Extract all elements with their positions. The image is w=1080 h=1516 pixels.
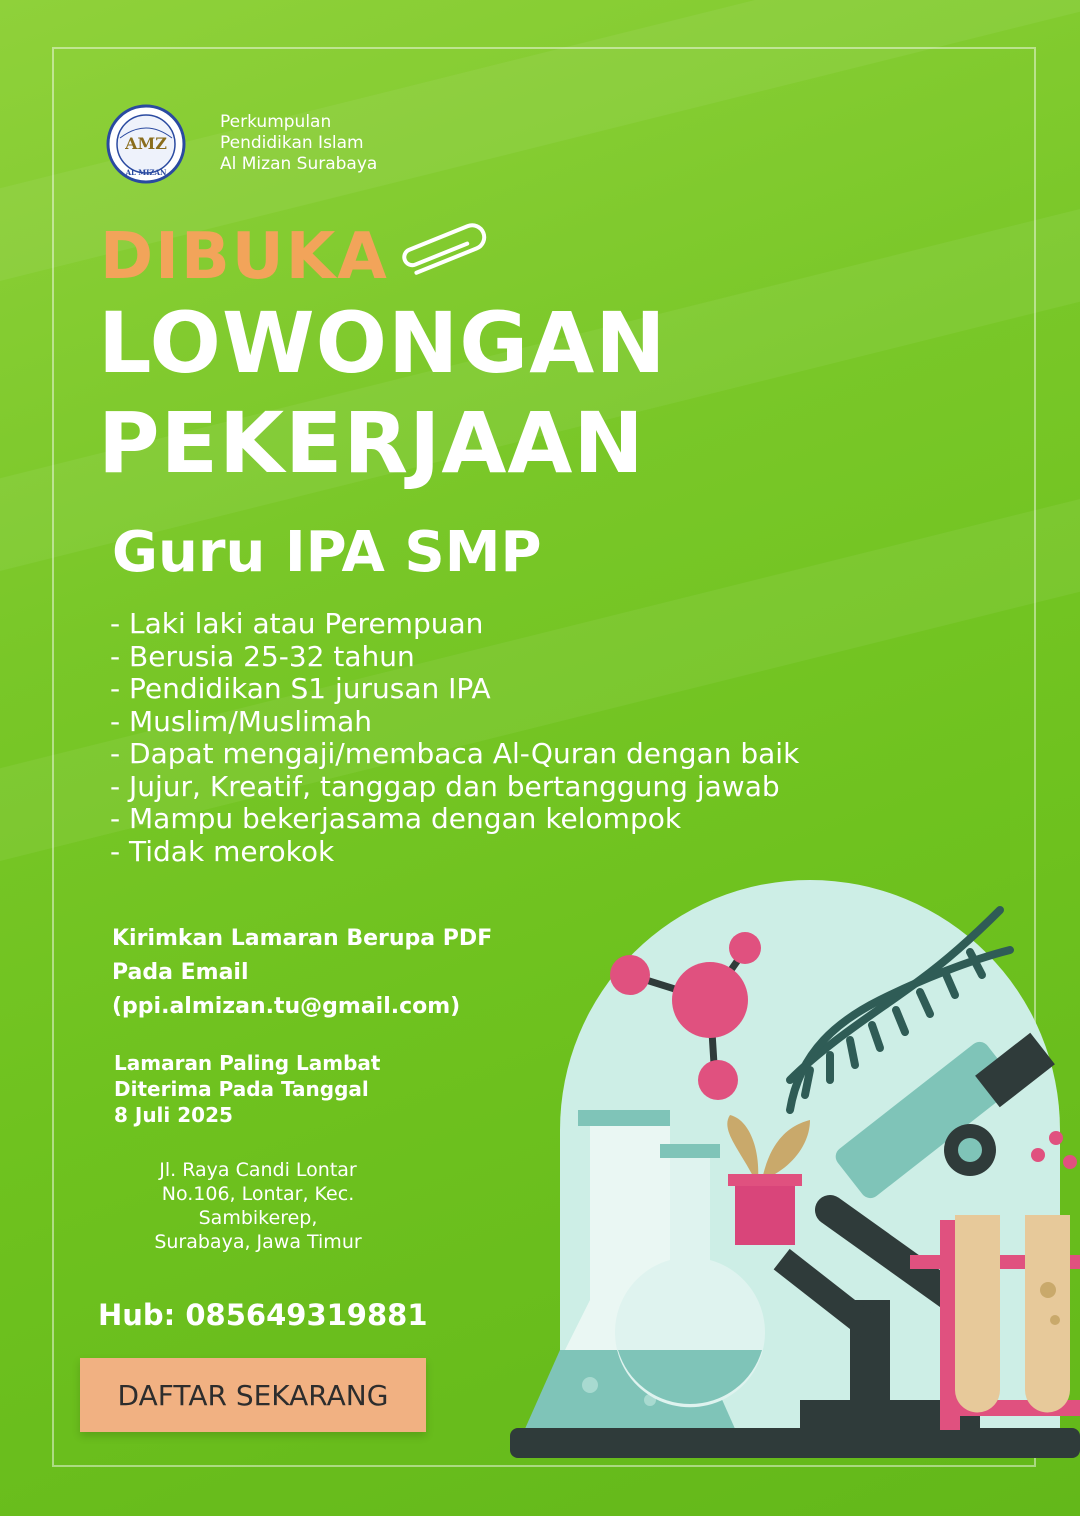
organization-name: [220, 112, 377, 175]
address-line: Sambikerep,: [198, 1207, 318, 1229]
address-block: [130, 1158, 386, 1254]
requirement-item: - Jujur, Kreatif, tanggap dan bertanggung jawab: [110, 769, 780, 803]
requirement-item: - Mampu bekerjasama dengan kelompok: [110, 802, 682, 835]
svg-text:AMZ: AMZ: [125, 134, 167, 153]
requirement-item: - Laki laki atau Perempuan: [110, 607, 484, 640]
organization-name-line: Perkumpulan: [220, 112, 332, 132]
opening-heading: DIBUKA: [100, 220, 389, 294]
contact-phone[interactable]: Hub: 085649319881: [98, 1298, 428, 1332]
deadline-line: Lamaran Paling Lambat: [114, 1051, 381, 1075]
deadline-line: Diterima Pada Tanggal: [114, 1077, 369, 1101]
address-line: No.106, Lontar, Kec.: [161, 1183, 355, 1205]
deadline-info: [114, 1050, 380, 1128]
requirement-item: - Berusia 25-32 tahun: [110, 639, 415, 673]
application-instructions: [112, 922, 492, 1024]
table-base: [510, 1428, 1080, 1458]
apply-line: Pada Email: [112, 960, 249, 985]
address-line: Surabaya, Jawa Timur: [154, 1231, 362, 1253]
organization-name-line: Pendidikan Islam: [220, 133, 364, 153]
requirement-item: - Pendidikan S1 jurusan IPA: [110, 672, 491, 705]
position-title: Guru IPA SMP: [112, 520, 542, 585]
title-line-2: PEKERJAAN: [98, 394, 645, 492]
address-line: Jl. Raya Candi Lontar: [159, 1159, 357, 1181]
organization-name-line: Al Mizan Surabaya: [220, 154, 378, 174]
science-lab-illustration: [500, 880, 1080, 1516]
paperclip-icon: [392, 220, 502, 290]
svg-text:AL MIZAN: AL MIZAN: [125, 168, 167, 177]
organization-logo: [106, 104, 186, 184]
requirement-item: - Muslim/Muslimah: [110, 704, 372, 738]
application-email[interactable]: (ppi.almizan.tu@gmail.com): [112, 994, 461, 1019]
register-now-button[interactable]: DAFTAR SEKARANG: [80, 1358, 426, 1432]
requirements-list: [110, 608, 799, 868]
requirement-item: - Tidak merokok: [110, 834, 335, 868]
requirement-item: - Dapat mengaji/membaca Al-Quran dengan baik: [110, 737, 800, 770]
apply-line: Kirimkan Lamaran Berupa PDF: [112, 926, 493, 951]
title-line-1: LOWONGAN: [98, 294, 667, 392]
deadline-date: 8 Juli 2025: [114, 1103, 233, 1127]
